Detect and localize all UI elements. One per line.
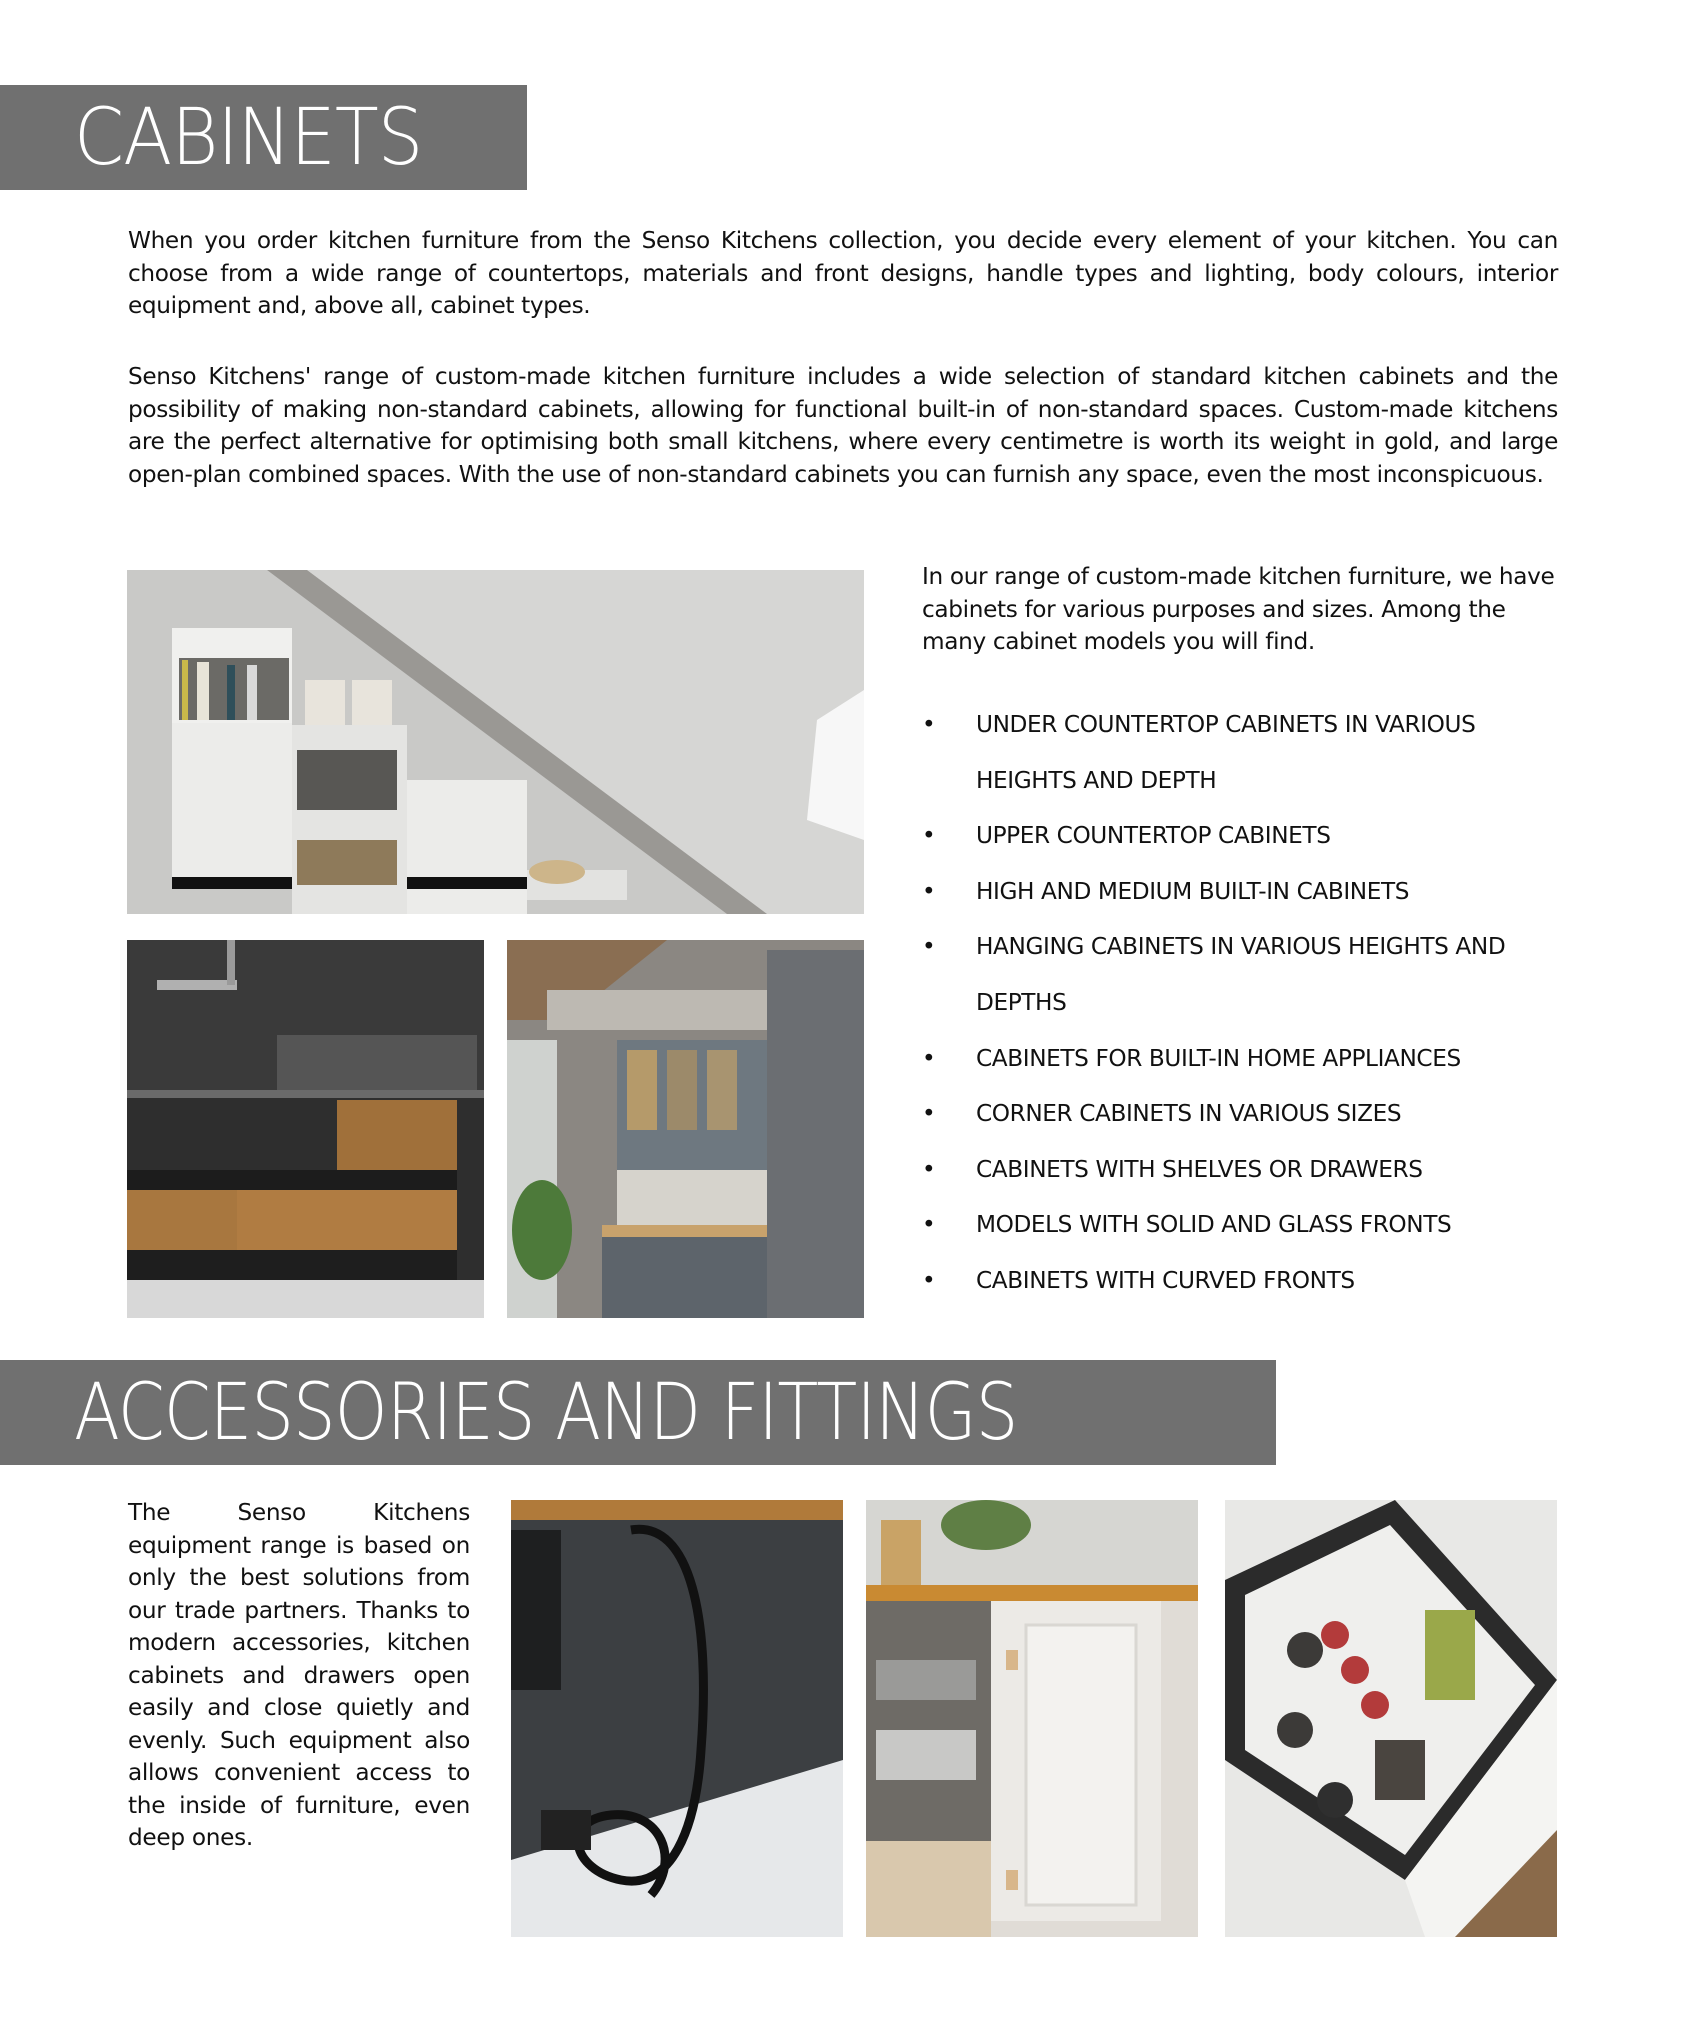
bullet-icon: • xyxy=(922,1044,936,1072)
list-item xyxy=(922,1086,1562,1142)
list-item xyxy=(922,1031,1562,1087)
photo-wood-island-kitchen xyxy=(127,940,484,1318)
list-item-text: HANGING CABINETS IN VARIOUS HEIGHTS AND DEPTHS xyxy=(976,933,1506,1016)
list-item-text: MODELS WITH SOLID AND GLASS FRONTS xyxy=(976,1211,1452,1239)
list-item-text: UNDER COUNTERTOP CABINETS IN VARIOUS HEIGHTS AND DEPTH xyxy=(976,711,1476,794)
bullet-icon: • xyxy=(922,822,936,850)
bullet-icon: • xyxy=(922,877,936,905)
photo-vacuum-hose-cabinet xyxy=(511,1500,843,1937)
accessories-paragraph: The Senso Kitchens equipment range is based on only the best solutions from our trade partners. Thanks to modern accessories, kitchen cabinets and drawers open easily and close quietly and evenly. Such equipment also allows convenient access to the inside of furniture, even deep ones. xyxy=(128,1499,470,1851)
list-item xyxy=(922,864,1562,920)
section-heading-cabinets xyxy=(0,85,527,190)
list-item xyxy=(922,919,1562,1030)
list-item-text: CABINETS WITH CURVED FRONTS xyxy=(976,1266,1355,1294)
list-item-text: HIGH AND MEDIUM BUILT-IN CABINETS xyxy=(976,877,1410,905)
list-item-text: UPPER COUNTERTOP CABINETS xyxy=(976,822,1331,850)
bullet-icon: • xyxy=(922,1155,936,1183)
cabinets-paragraph-1: When you order kitchen furniture from the Senso Kitchens collection, you decide every element of your kitchen. You can choose from a wide range of countertops, materials and front designs, handle types and lighting, body colours, interior equipment and, above all, cabinet types. xyxy=(128,227,1558,319)
photo-grey-classic-kitchen xyxy=(507,940,864,1318)
list-item xyxy=(922,697,1562,808)
bullet-icon: • xyxy=(922,1266,936,1294)
list-item xyxy=(922,808,1562,864)
section-heading-accessories-text: ACCESSORIES AND FITTINGS xyxy=(74,1367,1018,1458)
section-heading-cabinets-text: CABINETS xyxy=(74,92,423,183)
cabinets-paragraph-2: Senso Kitchens' range of custom-made kitchen furniture includes a wide selection of standard kitchen cabinets and the possibility of making non-standard cabinets, allowing for functional built-in of non-standard spaces. Custom-made kitchens are the perfect alternative for optimising both small kitchens, where every centimetre is worth its weight in gold, and large open-plan combined spaces. With the use of non-standard cabinets you can furnish any space, even the most inconspicuous. xyxy=(128,363,1558,488)
list-item xyxy=(922,1253,1562,1309)
list-item-text: CABINETS WITH SHELVES OR DRAWERS xyxy=(976,1155,1423,1183)
section-heading-accessories xyxy=(0,1360,1276,1465)
bullet-icon: • xyxy=(922,1211,936,1239)
photo-drawer-organiser xyxy=(1225,1500,1557,1937)
list-item xyxy=(922,1197,1562,1253)
list-item-text: CABINETS FOR BUILT-IN HOME APPLIANCES xyxy=(976,1044,1461,1072)
list-item xyxy=(922,1142,1562,1198)
list-item-text: CORNER CABINETS IN VARIOUS SIZES xyxy=(976,1100,1402,1128)
photo-attic-cabinets xyxy=(127,570,864,914)
cabinet-types-list xyxy=(922,697,1562,1309)
bullet-icon: • xyxy=(922,711,936,738)
cabinets-intro-text: In our range of custom-made kitchen furniture, we have cabinets for various purposes and sizes. Among the many cabinet models you will find. xyxy=(922,563,1555,655)
photo-corner-cabinet-carousel xyxy=(866,1500,1198,1937)
bullet-icon: • xyxy=(922,933,936,961)
bullet-icon: • xyxy=(922,1100,936,1128)
